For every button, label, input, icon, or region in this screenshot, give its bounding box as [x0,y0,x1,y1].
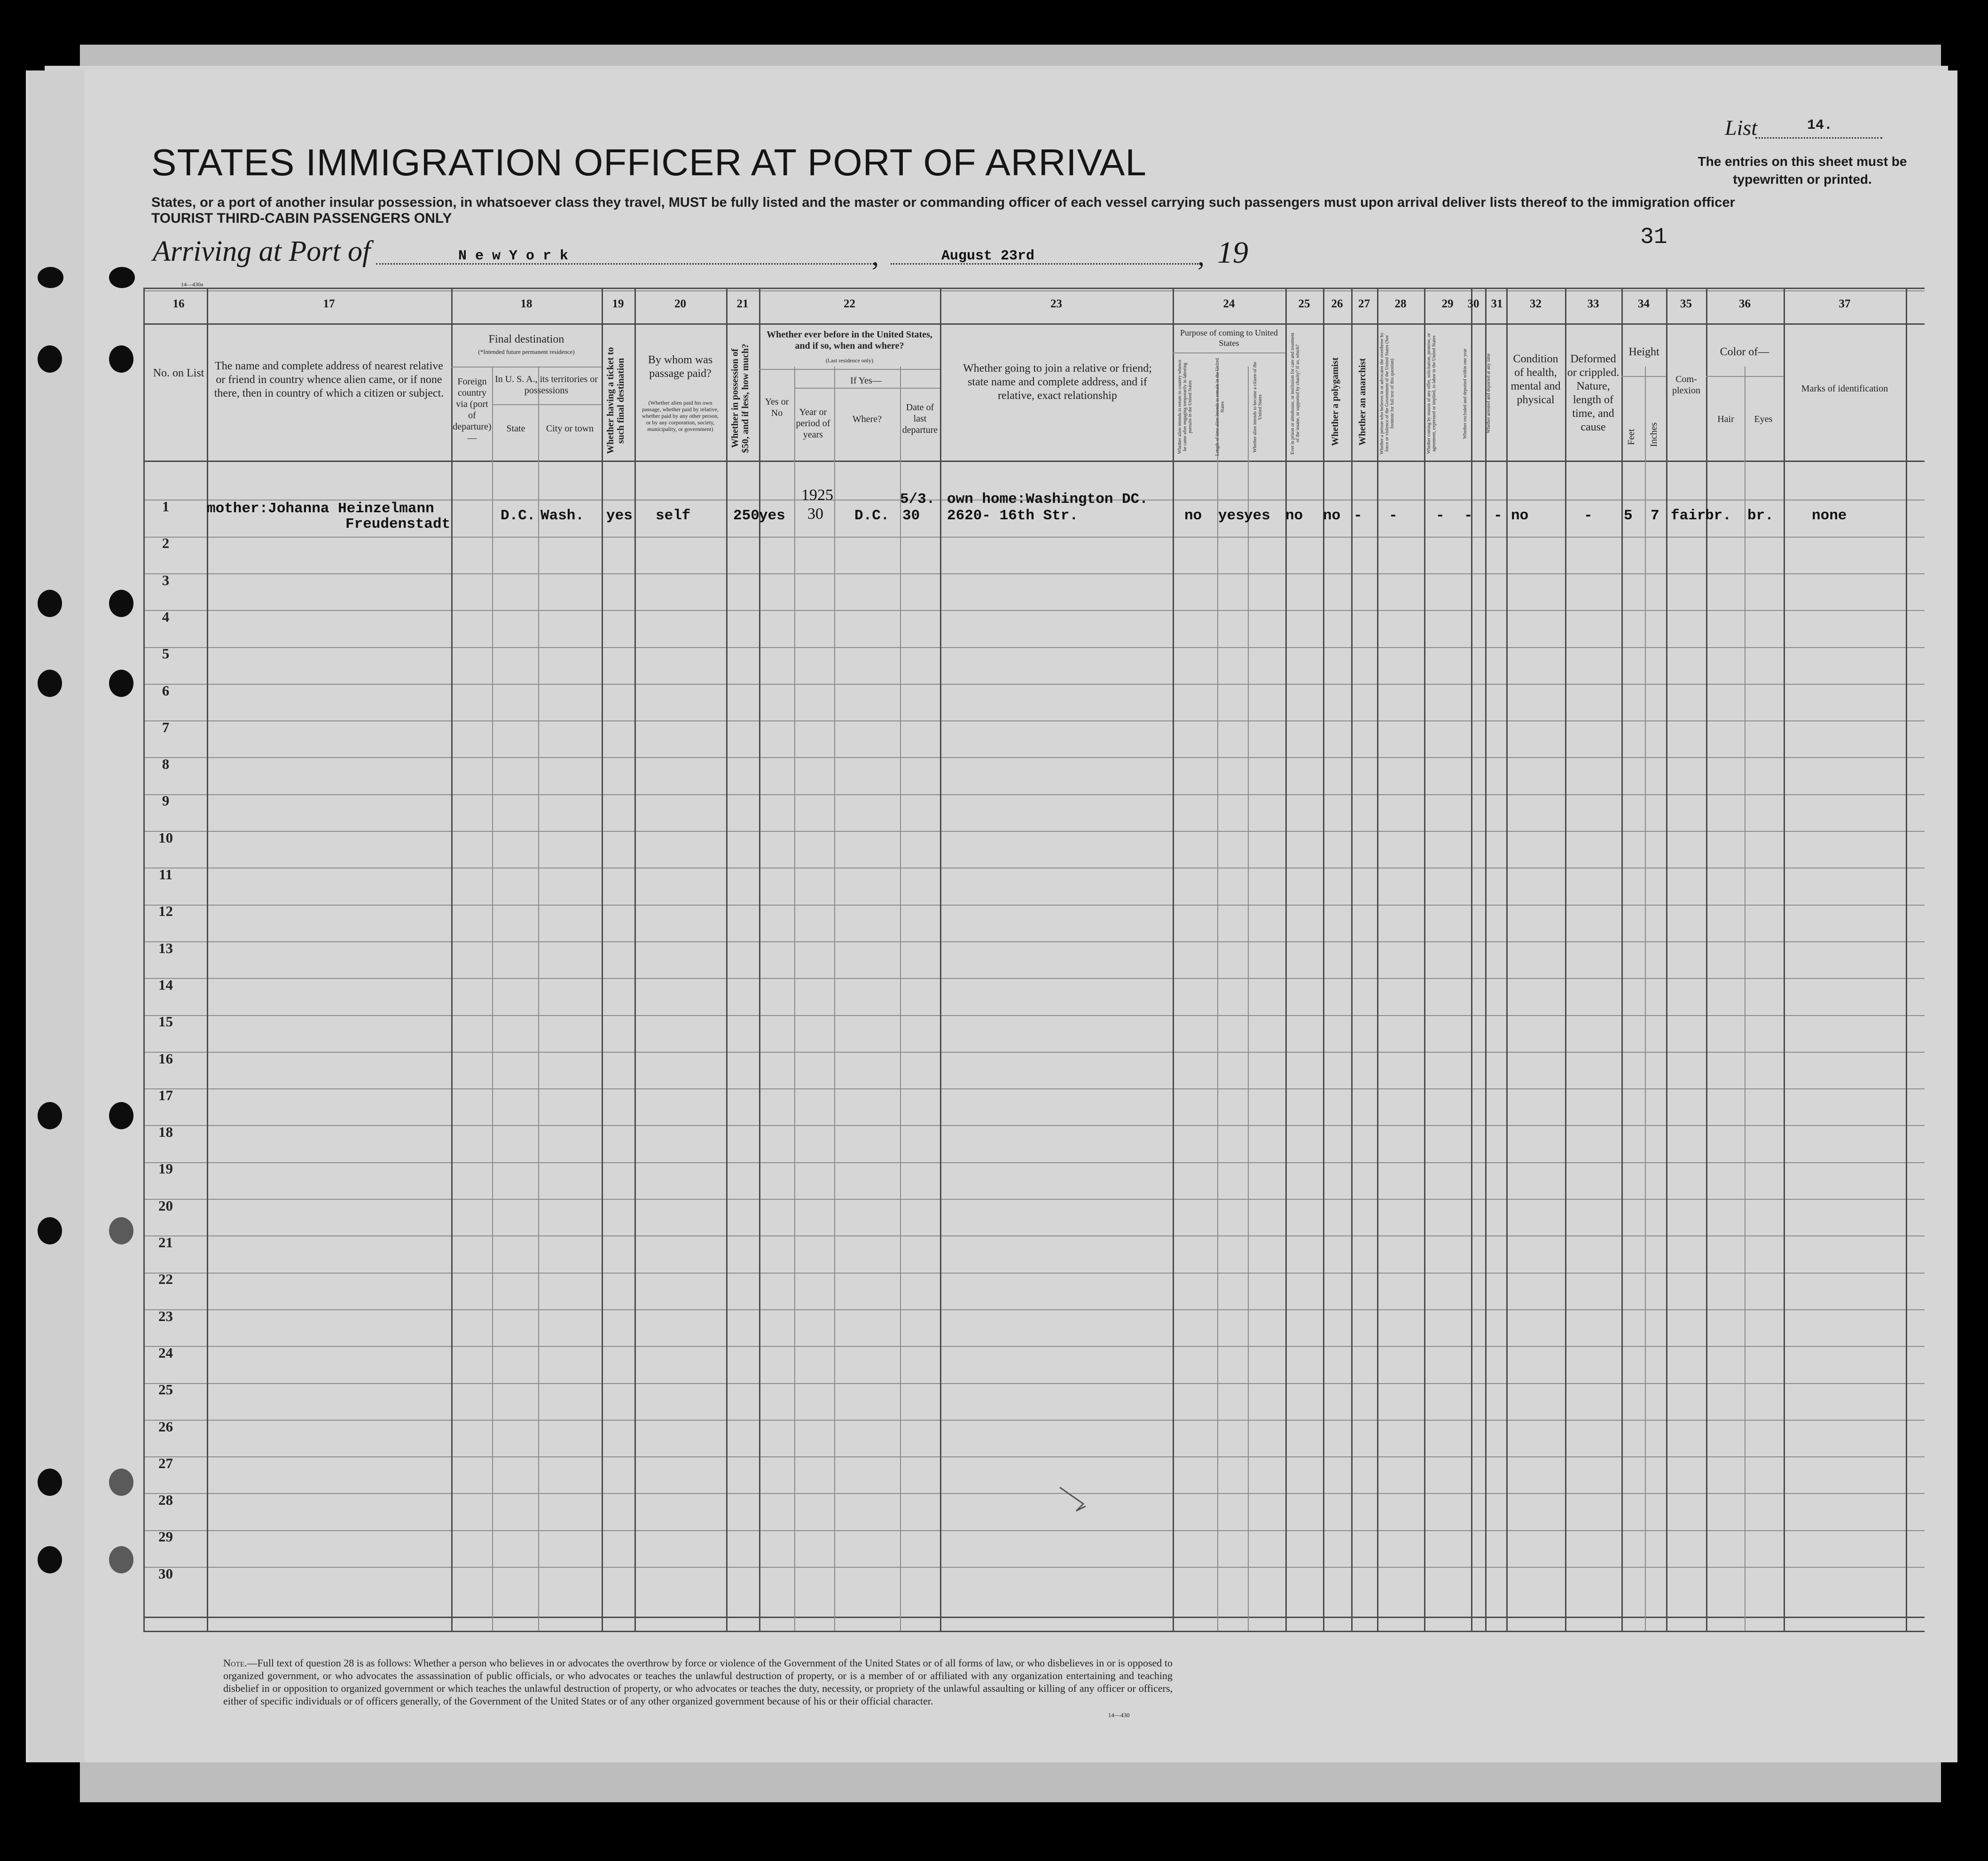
row-line [143,1273,1925,1274]
header-overthrow: Whether a person who believes in or advocates the overthrow by force or violence of the Government of the United States (See footnote for full text of this question) [1379,332,1395,455]
column-line [940,288,941,1631]
list-number: 14. [1807,117,1833,133]
entry-offer: - [1436,508,1445,524]
header-state: State [506,423,525,434]
header-height: Height [1628,346,1659,358]
arriving-label: Arriving at Port of [153,235,371,267]
row-number: 15 [158,1013,173,1030]
row-number: 28 [158,1492,173,1508]
header-departure-date: Date of last departure [902,402,938,435]
punch-hole [109,345,133,373]
header-complexion: Com-plexion [1672,374,1700,396]
year-suffix: 31 [1640,225,1667,250]
row-number: 20 [158,1197,173,1214]
row-line [143,831,1925,832]
footnote [223,1657,1173,1707]
header-health: Condition of health, mental and physical [1511,353,1561,406]
row-number: 29 [158,1528,173,1545]
column-line [1506,288,1508,1631]
punch-hole [38,670,62,697]
sub-column-line [900,367,901,1631]
row-line [143,1567,1925,1568]
entry-complexion: fair [1671,508,1706,524]
column-line [1485,288,1487,1631]
punch-hole [109,267,135,288]
entries-note: The entries on this sheet must be typewritten or printed. [1698,154,1907,187]
colnum-28: 28 [1394,297,1407,310]
entry-relative-line1: mother:Johanna Heinzelmann [207,500,434,517]
column-line [1471,288,1472,1631]
entry-paid-by: self [656,508,691,524]
row-line [143,573,1925,574]
colnum-17: 17 [323,297,335,310]
header-divider [1706,376,1784,377]
colnum-33: 33 [1587,297,1599,310]
header-feet: Feet [1626,429,1636,446]
colnum-23: 23 [1050,297,1062,310]
header-anarchist: Whether an anarchist [1357,358,1368,446]
punch-hole [109,670,133,697]
row-number: 18 [158,1124,173,1140]
colnum-32: 32 [1530,297,1542,310]
row-line [143,647,1925,648]
entry-joining-line1: own home:Washington DC. [947,491,1148,508]
punch-hole [38,590,62,617]
punch-hole [38,345,62,373]
header-purpose: Purpose of coming to United States [1180,328,1278,348]
punch-hole [109,1217,133,1244]
entry-joining-line2: 2620- 16th Str. [947,508,1079,524]
header-before-in-us: Whether ever before in the United States, and if so, when and where? [767,329,932,351]
port-name: N e w Y o r k [458,248,569,264]
column-line [207,288,208,1631]
row-number: 13 [158,940,173,956]
header-final-destination: Final destination [488,333,564,345]
header-foreign-country: Foreign country via (port of departure)— [453,376,492,443]
row-number: 21 [158,1234,173,1251]
entry-polygamist: no [1323,508,1341,524]
row-line [143,1199,1925,1200]
colnum-25: 25 [1298,297,1310,310]
row-line [143,1052,1925,1053]
row-line [143,1346,1925,1347]
row-line [143,1420,1925,1421]
list-underline [1755,137,1882,139]
entry-city: Wash. [540,508,585,524]
sub-column-line [834,367,835,1631]
header-offer: Whether coming by reason of any offer, solicitation, promise, or agreement, expressed or implied, to labor in the United States [1426,333,1437,454]
header-divider [492,404,602,405]
row-line [143,684,1925,685]
colnum-31: 31 [1491,297,1503,310]
table-top-rule [143,290,1925,291]
header-divider [759,369,940,370]
table-top-rule [143,288,1925,289]
row-number: 6 [162,682,170,699]
row-number: 8 [162,756,170,772]
row-line [143,794,1925,795]
binding-margin [28,70,85,1762]
row-number: 16 [158,1050,173,1067]
header-before-in-us-sub: (Last residence only) [825,357,874,364]
colnum-27: 27 [1358,297,1370,310]
entry-inches: 7 [1651,508,1659,524]
header-passage-paid: By whom was passage paid? [648,354,713,380]
entry-arrested: - [1494,508,1503,524]
header-purpose-b: Length of time alien intends to remain in the United States [1215,358,1225,456]
punch-hole [38,1217,62,1244]
row-line [143,757,1925,758]
page-subtitle: States, or a port of another insular possession, in whatsoever class they travel, MUST be fully listed and the master or commanding officer of each vessel carrying such passengers must upon arrival deliver lists thereof to the immigration officer [151,195,1735,210]
row-number: 1 [162,498,170,515]
column-line [1666,288,1667,1631]
row-line [143,1530,1925,1531]
colnum-29: 29 [1441,297,1454,310]
entry-overthrow: - [1389,508,1398,524]
entry-prison: no [1285,508,1303,524]
header-where: Where? [852,414,882,424]
colnum-26: 26 [1331,297,1343,310]
column-line [1351,288,1353,1631]
row-line [143,1015,1925,1016]
header-prison: Ever in prison or almshouse, or institution for care and treatment of the insane, or supported by charity? If so, which? [1290,332,1300,455]
entry-anarchist: - [1354,508,1362,524]
row-line [143,1309,1925,1310]
header-nearest-relative: The name and complete address of nearest relative or friend in country whence alien came, or if none there, then in country of which a citizen or subject. [214,360,444,399]
punch-hole [109,1469,133,1496]
row-line [143,1493,1925,1494]
entry-purpose-b: yes [1218,508,1244,524]
row-line [143,720,1925,721]
entry-departure-line1: 5/3. [900,491,935,508]
entry-money: 250 [733,508,759,524]
entry-relative-line2: Freudenstadt [345,516,451,532]
colnum-19: 19 [612,297,624,310]
colnum-16: 16 [172,297,185,310]
row-number: 19 [158,1160,173,1177]
colnum-21: 21 [736,297,749,310]
row-number: 27 [158,1455,173,1471]
row-line [143,905,1925,906]
header-passage-paid-sub: (Whether alien paid his own passage, whether paid by relative, whether paid by any other person, or by any corporation, society, municipality, or government) [642,399,719,432]
header-marks: Marks of identification [1801,383,1888,394]
row-number: 24 [158,1345,173,1361]
row-number: 4 [162,609,170,625]
punch-hole [109,1102,133,1129]
entry-ticket: yes [606,508,633,524]
row-number: 30 [158,1565,173,1582]
row-line [143,610,1925,611]
entry-year-line2: 30 [807,505,823,523]
header-joining: Whether going to join a relative or friend; state name and complete address, and if relative, exact relationship [963,362,1152,402]
colnum-24: 24 [1223,297,1235,310]
row-line [143,941,1925,942]
passenger-class: TOURIST THIRD-CABIN PASSENGERS ONLY [151,211,452,226]
header-deformed: Deformed or crippled. Nature, length of time, and cause [1567,353,1620,433]
row-number: 2 [162,535,170,551]
column-line [759,288,760,1631]
row-number: 5 [162,645,170,662]
header-eyes: Eyes [1754,414,1773,424]
header-color: Color of— [1720,346,1769,358]
entry-marks: none [1812,508,1847,524]
header-divider [451,367,602,368]
sub-column-line [492,367,493,1631]
footnote-label: Note. [223,1657,247,1669]
entry-feet: 5 [1624,508,1633,524]
table-bottom-rule [143,1631,1925,1632]
header-hair: Hair [1717,414,1734,424]
row-number: 26 [158,1418,173,1435]
row-number: 22 [158,1271,173,1287]
date-underline [891,263,1198,265]
column-line [1706,288,1707,1631]
punch-hole [38,1102,62,1129]
entry-purpose-a: no [1184,508,1202,524]
row-line [143,978,1925,979]
column-line [1424,288,1425,1631]
row-number: 11 [158,866,173,883]
row-line [143,1125,1925,1126]
column-line [1565,288,1566,1631]
column-line [634,288,636,1631]
sub-column-line [538,367,539,1631]
colnum-37: 37 [1839,297,1851,310]
form-number-bottom: 14—430 [1108,1712,1130,1719]
colnum-36: 36 [1739,297,1751,310]
pen-mark [1057,1485,1104,1518]
punch-hole [38,1469,62,1496]
header-divider [1621,376,1666,377]
header-bottom-rule [143,461,1925,462]
row-line [143,537,1925,538]
header-no-on-list: No. on List [153,367,204,379]
row-number: 10 [158,829,173,846]
arrival-date: August 23rd [941,248,1035,264]
header-money: Whether in possession of $50, and if less, how much? [730,344,751,453]
header-divider [794,388,940,389]
colnum-34: 34 [1638,297,1650,310]
colnum-30: 30 [1467,297,1479,310]
header-final-destination-sub: (*Intended future permanent residence) [478,348,575,355]
header-divider [1173,352,1285,353]
row-line [143,1456,1925,1457]
header-arrested: Whether arrested and deported at any time [1486,353,1491,434]
header-purpose-a: Whether alien intends to return to country whence he came after engaging temporarily in laboring pursuits in the United States [1177,360,1193,454]
list-label: List [1725,116,1758,140]
entry-eyes: br. [1747,508,1774,524]
punch-hole [38,267,63,288]
column-line [1173,288,1174,1631]
sub-column-line [1217,367,1218,1631]
row-line [143,1383,1925,1384]
table-bottom-rule [143,1617,1925,1618]
column-line [1285,288,1287,1631]
entry-departure-line2: 30 [902,508,920,524]
page-title: STATES IMMIGRATION OFFICER AT PORT OF ARRIVAL [151,141,1147,183]
entry-deformed: - [1584,508,1593,524]
row-number: 25 [158,1381,173,1398]
table-left-border [143,288,145,1631]
colnum-22: 22 [844,297,855,310]
sub-column-line [1645,367,1646,1631]
sub-column-line [1248,367,1249,1631]
header-yes-or-no: Yes or No [765,397,789,418]
footnote-text: —Full text of question 28 is as follows: Whether a person who believes in or advocates the overthrow by force or violence of the Government of the United States or of all forms of law, or who disbelieves in or is opposed to organized government, or who advocates the assassination of public officials, or who advocates or teaches the unlawful destruction of property, or is a member of or affiliated with any organization entertaining and teaching disbelief in or opposition to organized government or which teaches the unlawful destruction of property, or who advocates or teaches the duty, necessity, or propriety of the unlawful assaulting or killing of any officer or officers, either of specific individuals or of officers generally, of the Government of the United States or of any other organized government because of his or their official character. [223,1657,1173,1707]
form-number-top: 14—430a [181,281,203,288]
comma: , [1197,240,1205,271]
row-number: 9 [162,792,170,809]
entry-excluded: - [1464,508,1473,524]
row-line [143,1235,1925,1236]
header-ticket: Whether having a ticket to such final destination [605,347,626,454]
row-number: 3 [162,572,170,588]
column-line [1906,288,1907,1631]
punch-hole [109,590,133,617]
punch-hole [38,1546,62,1573]
column-line [726,288,728,1631]
header-in-usa: In U. S. A., its territories or possessions [495,374,598,396]
row-line [143,1162,1925,1163]
colnum-20: 20 [674,297,686,310]
column-line [451,288,453,1631]
entry-hair: br. [1705,508,1731,524]
entry-health: no [1511,508,1529,524]
column-line [1323,288,1324,1631]
entry-where: D.C. [854,508,890,524]
header-year: Year or period of years [796,407,830,440]
row-number: 7 [162,719,170,735]
header-polygamist: Whether a polygamist [1330,357,1340,446]
header-purpose-c: Whether alien intends to become a citizen of the United States [1252,361,1263,453]
row-number: 17 [158,1087,173,1103]
row-number: 23 [158,1308,173,1324]
column-number-rule [143,323,1925,325]
comma: , [872,240,879,271]
header-excluded: Whether excluded and deported within one year [1463,348,1468,439]
row-line [143,1088,1925,1089]
header-if-yes: If Yes— [850,375,882,386]
colnum-35: 35 [1680,297,1692,310]
column-line [1377,288,1378,1631]
header-city: City or town [546,423,594,434]
row-number: 14 [158,977,173,993]
column-line [602,288,603,1631]
year-prefix: 19 [1217,235,1248,270]
entry-before: yes [759,508,785,524]
port-underline [376,263,874,265]
column-line [1784,288,1785,1631]
entry-purpose-c: yes [1244,508,1270,524]
column-line [1621,288,1623,1631]
header-inches: Inches [1649,422,1659,447]
punch-hole [109,1546,133,1573]
entry-year-line1: 1925 [801,486,833,504]
entry-state: D.C. [501,508,536,524]
row-number: 12 [158,903,173,919]
sub-column-line [794,367,795,1631]
colnum-18: 18 [520,297,532,310]
